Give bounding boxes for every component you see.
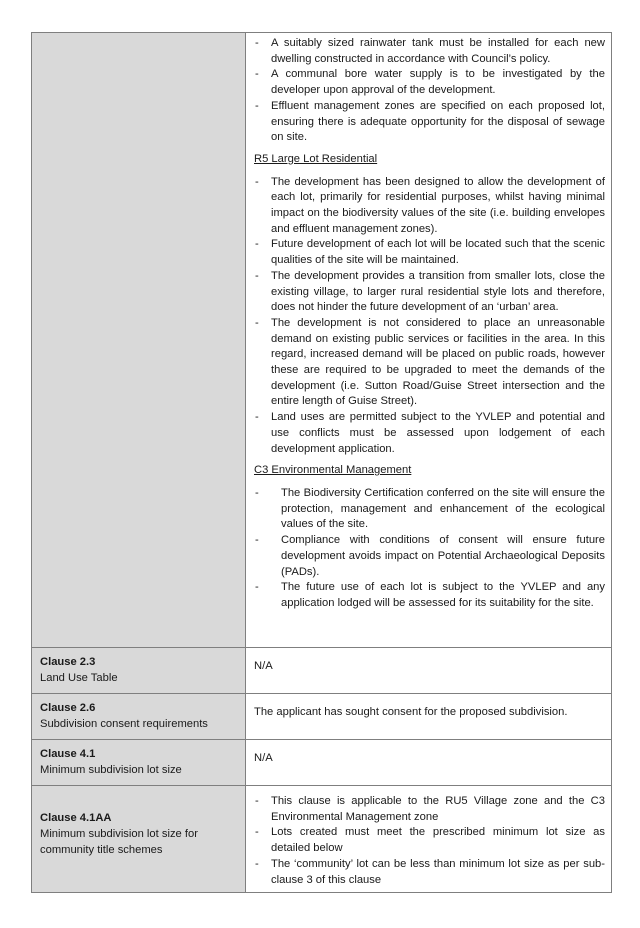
response-cell	[246, 786, 612, 893]
clause-subtitle: Subdivision consent requirements	[40, 717, 208, 730]
compliance-table	[31, 32, 612, 893]
clause-subtitle: Land Use Table	[40, 671, 118, 684]
clause-subtitle: Minimum subdivision lot size	[40, 763, 182, 776]
clause-subtitle: Minimum subdivision lot size for community title schemes	[40, 828, 198, 856]
list-item: - This clause is applicable to the RU5 Village zone and the C3 Environmental Management zone	[254, 794, 605, 825]
response-text: N/A	[254, 752, 273, 765]
response-text: N/A	[254, 660, 273, 673]
list-item: - The development has been designed to allow the development of each lot, primarily for residential purposes, whilst having minimal impact on the biodiversity values of the site (i.e. building envelopes and effluent management zones).	[254, 175, 605, 238]
response-cell	[246, 694, 612, 740]
table-row	[32, 694, 612, 740]
list-item: - Effluent management zones are specified on each proposed lot, ensuring there is adequate opportunity for the disposal of sewage on site.	[254, 99, 605, 146]
c3-bullet-list	[254, 486, 605, 612]
clause-bullet-list	[254, 794, 605, 888]
r5-zone-heading: R5 Large Lot Residential	[254, 152, 378, 165]
table-row	[32, 786, 612, 893]
list-item: - The development is not considered to place an unreasonable demand on existing public services or facilities in the area. In this regard, increased demand will be placed on public roads, however these are required to be upgraded to meet the demands of the development (i.e. Sutton Road/Guise Street intersection and the entire length of Guise Street).	[254, 316, 605, 410]
list-item: - The Biodiversity Certification conferred on the site will ensure the protection, management and enhancement of the ecological values of the site.	[254, 486, 605, 533]
response-text: The applicant has sought consent for the proposed subdivision.	[254, 706, 568, 719]
response-cell	[246, 740, 612, 786]
table-row	[32, 648, 612, 694]
list-item: - The ‘community’ lot can be less than minimum lot size as per sub-clause 3 of this clause	[254, 857, 605, 888]
clause-title: Clause 4.1AA	[40, 812, 112, 825]
list-item: - Lots created must meet the prescribed minimum lot size as detailed below	[254, 825, 605, 856]
clause-cell	[32, 694, 246, 740]
clause-title: Clause 2.6	[40, 702, 96, 714]
list-item: - Compliance with conditions of consent will ensure future development avoids impact on Potential Archaeological Deposits (PADs).	[254, 533, 605, 580]
clause-title: Clause 2.3	[40, 656, 96, 668]
table-row	[32, 740, 612, 786]
response-cell	[246, 33, 612, 648]
list-item: - The future use of each lot is subject to the YVLEP and any application lodged will be assessed for its suitability for the site.	[254, 580, 605, 611]
intro-bullet-list	[254, 36, 605, 146]
clause-title: Clause 4.1	[40, 748, 96, 760]
list-item: - The development provides a transition from smaller lots, close the existing village, to larger rural residential style lots and therefore, does not hinder the future development of an ‘urban’ area.	[254, 269, 605, 316]
list-item: - Future development of each lot will be located such that the scenic qualities of the site will be maintained.	[254, 237, 605, 268]
c3-zone-heading: C3 Environmental Management	[254, 464, 412, 477]
clause-cell	[32, 648, 246, 694]
list-item: - A suitably sized rainwater tank must be installed for each new dwelling constructed in accordance with Council’s policy.	[254, 36, 605, 67]
table-row	[32, 33, 612, 648]
list-item: - A communal bore water supply is to be investigated by the developer upon approval of the development.	[254, 67, 605, 98]
clause-cell	[32, 786, 246, 893]
list-item: - Land uses are permitted subject to the YVLEP and potential and use conflicts must be assessed upon lodgement of each development application.	[254, 410, 605, 457]
r5-bullet-list	[254, 175, 605, 458]
clause-cell	[32, 740, 246, 786]
response-cell	[246, 648, 612, 694]
clause-cell-empty	[32, 33, 246, 648]
